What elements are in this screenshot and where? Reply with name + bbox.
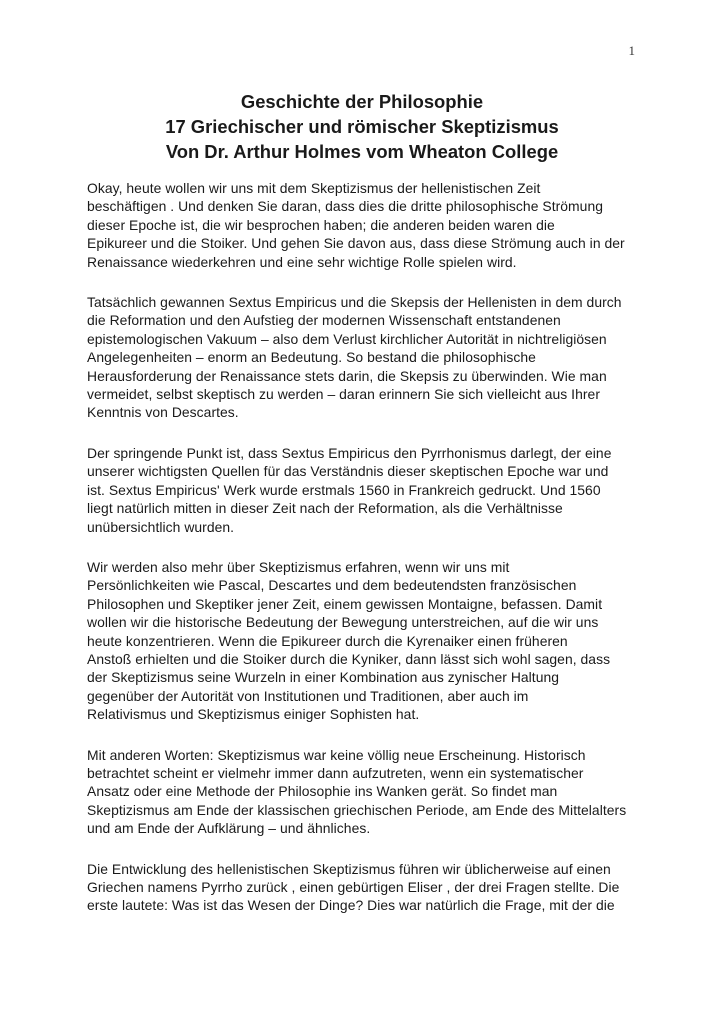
text-line: Philosophen und Skeptiker jener Zeit, einem gewissen Montaigne, befassen. Damit: [87, 595, 603, 612]
text-line: Angelegenheiten – enorm an Bedeutung. So bestand die philosophische: [87, 349, 536, 366]
document-title: [80, 89, 644, 164]
text-line: Persönlichkeiten wie Pascal, Descartes und dem bedeutendsten französischen: [87, 577, 577, 594]
paragraph-5: [87, 746, 647, 838]
text-line: Tatsächlich gewannen Sextus Empiricus und die Skepsis der Hellenisten in dem durch: [87, 294, 622, 311]
document-body: [87, 179, 647, 937]
text-line: epistemologischen Vakuum – also dem Verlust kirchlicher Autorität in nichtreligiösen: [87, 330, 607, 347]
text-line: Renaissance wiederkehren und eine sehr wichtige Rolle spielen wird.: [87, 253, 517, 270]
text-line: Okay, heute wollen wir uns mit dem Skeptizismus der hellenistischen Zeit: [87, 180, 541, 196]
text-line: Relativismus und Skeptizismus einiger Sophisten hat.: [87, 706, 420, 723]
title-line-1: Geschichte der Philosophie: [240, 91, 484, 112]
title-line-3: Von Dr. Arthur Holmes vom Wheaton College: [165, 141, 559, 162]
text-line: heute konzentrieren. Wenn die Epikureer durch die Kyrenaiker einen früheren: [87, 632, 568, 649]
text-line: erste lautete: Was ist das Wesen der Dinge? Dies war natürlich die Frage, mit der die: [87, 897, 615, 914]
text-line: beschäftigen . Und denken Sie daran, dass dies die dritte philosophische Strömung: [87, 198, 604, 215]
text-line: gegenüber der Autorität von Institutionen und Traditionen, aber auch im: [87, 687, 529, 704]
paragraph-6: [87, 860, 647, 915]
text-line: ist. Sextus Empiricus' Werk wurde erstmals 1560 in Frankreich gedruckt. Und 1560: [87, 481, 601, 498]
text-line: vermeidet, selbst skeptisch zu werden – daran erinnern Sie sich vielleicht aus Ihrer: [87, 386, 600, 403]
paragraph-2: [87, 293, 647, 422]
text-line: Herausforderung der Renaissance stets darin, die Skepsis zu überwinden. Wie man: [87, 367, 607, 384]
text-line: betrachtet scheint er vielmehr immer dann aufzutreten, wenn ein systematischer: [87, 764, 584, 781]
text-line: dieser Epoche ist, die wir besprochen haben; die anderen beiden waren die: [87, 216, 555, 233]
paragraph-3: [87, 444, 647, 536]
text-line: unübersichtlich wurden.: [87, 518, 235, 535]
text-line: der Skeptizismus seine Wurzeln in einer Kombination aus zynischer Haltung: [87, 669, 560, 686]
text-line: Kenntnis von Descartes.: [87, 404, 239, 421]
text-line: die Reformation und den Aufstieg der modernen Wissenschaft entstandenen: [87, 312, 561, 329]
text-line: Anstoß erhielten und die Stoiker durch die Kyniker, dann lässt sich wohl sagen, dass: [87, 650, 611, 667]
text-line: wollen wir die historische Bedeutung der Bewegung unterstreichen, auf die wir uns: [87, 614, 599, 631]
title-line-2: 17 Griechischer und römischer Skeptizismus: [165, 116, 559, 137]
text-line: Griechen namens Pyrrho zurück , einen gebürtigen Eliser , der drei Fragen stellte. Die: [87, 879, 620, 895]
text-line: Epikureer und die Stoiker. Und gehen Sie davon aus, dass diese Strömung auch in der: [87, 235, 625, 252]
text-line: Skeptizismus am Ende der klassischen griechischen Periode, am Ende des Mittelalters: [87, 801, 627, 818]
paragraph-1: [87, 179, 647, 271]
text-line: Ansatz oder eine Methode der Philosophie ins Wanken gerät. So findet man: [87, 783, 558, 800]
text-line: Mit anderen Worten: Skeptizismus war keine völlig neue Erscheinung. Historisch: [87, 746, 586, 763]
text-line: unserer wichtigsten Quellen für das Verständnis dieser skeptischen Epoche war und: [87, 463, 609, 480]
paragraph-4: [87, 558, 647, 724]
text-line: Der springende Punkt ist, dass Sextus Empiricus den Pyrrhonismus darlegt, der eine: [87, 444, 612, 461]
text-line: Die Entwicklung des hellenistischen Skeptizismus führen wir üblicherweise auf einen: [87, 860, 611, 877]
text-line: Wir werden also mehr über Skeptizismus erfahren, wenn wir uns mit: [87, 558, 510, 575]
text-line: liegt natürlich mitten in dieser Zeit nach der Reformation, als die Verhältnisse: [87, 500, 563, 517]
text-line: und am Ende der Aufklärung – und ähnliches.: [87, 820, 371, 837]
page-number: 1: [628, 43, 635, 58]
